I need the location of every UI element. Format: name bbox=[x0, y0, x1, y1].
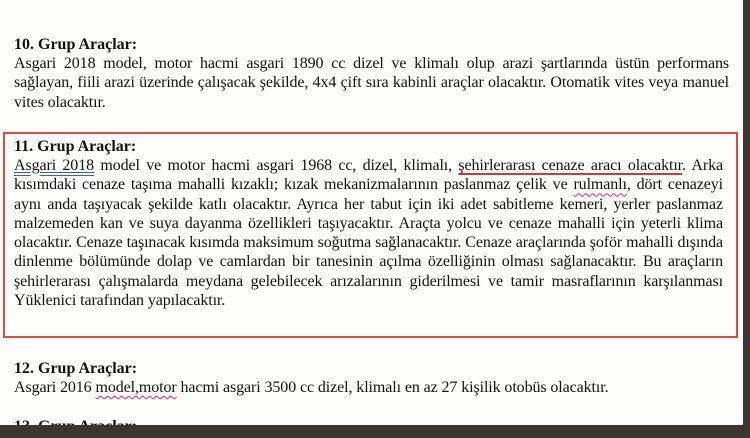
spellcheck-underlined-text: rulmanlı bbox=[573, 176, 627, 194]
section-body: Asgari 2018 model, motor hacmi asgari 1890 cc dizel ve klimalı olup arazi şartlarında üstün performans sağlayan, fiili arazi üzerinde çalışacak şekilde, 4x4 çift sıra kabinli araçlar olacaktır. Otomatik vites veya manuel vites olacaktır. bbox=[14, 55, 729, 111]
red-underlined-text: şehirlerarası cenaze aracı olacaktır bbox=[458, 157, 683, 174]
background-edge-bottom bbox=[0, 425, 750, 438]
section-heading: 10. Grup Araçlar: bbox=[14, 36, 138, 53]
section-heading: 12. Grup Araçlar: bbox=[14, 360, 138, 377]
section-body bbox=[14, 156, 723, 310]
section-body bbox=[14, 378, 737, 397]
section-group-10 bbox=[14, 36, 729, 112]
section-group-12 bbox=[14, 360, 737, 397]
body-text: Asgari 2016 bbox=[14, 379, 96, 396]
grammar-underlined-text: Asgari 2018 bbox=[14, 157, 95, 174]
body-text: hacmi asgari 3500 cc dizel, klimalı en az 27 kişilik otobüs olacaktır. bbox=[176, 379, 609, 396]
section-heading: 11. Grup Araçlar: bbox=[14, 138, 137, 155]
section-group-11 bbox=[14, 138, 723, 310]
body-text: , dört cenazeyi aynı anda taşıyacak şekilde katlı olacaktır. Ayrıca her tabut için iki adet sabitleme kemeri, yerler paslanmaz malzemeden kan ve suya dayanma özellikleri taşıyacaktır. Araçta yolcu ve cenaze mahalli için yeterli klima olacaktır. Cenaze taşınacak kısımda maksimum soğutma sağlanacaktır. Cenaze araçlarında şoför mahalli dışında dinlenme bölümünde dolap ve camlardan bir tanesinin açılma özelliğinin olması sağlanacaktır. Bu araçların şehirlerarası çalışmalarda meydana gelebilecek arızalarının giderilmesi ve tamir masraflarının karşılanması Yüklenici tarafından yapılacaktır. bbox=[14, 176, 723, 310]
body-text: model ve motor hacmi asgari 1968 cc, dizel, klimalı, bbox=[94, 157, 459, 174]
spellcheck-underlined-text: model,motor bbox=[95, 379, 177, 396]
body-text: . Arka kısımdaki cenaze taşıma mahalli kızaklı; kızak mekanizmalarının paslanmaz çelik ve bbox=[14, 157, 723, 194]
background-edge-right bbox=[743, 0, 750, 438]
